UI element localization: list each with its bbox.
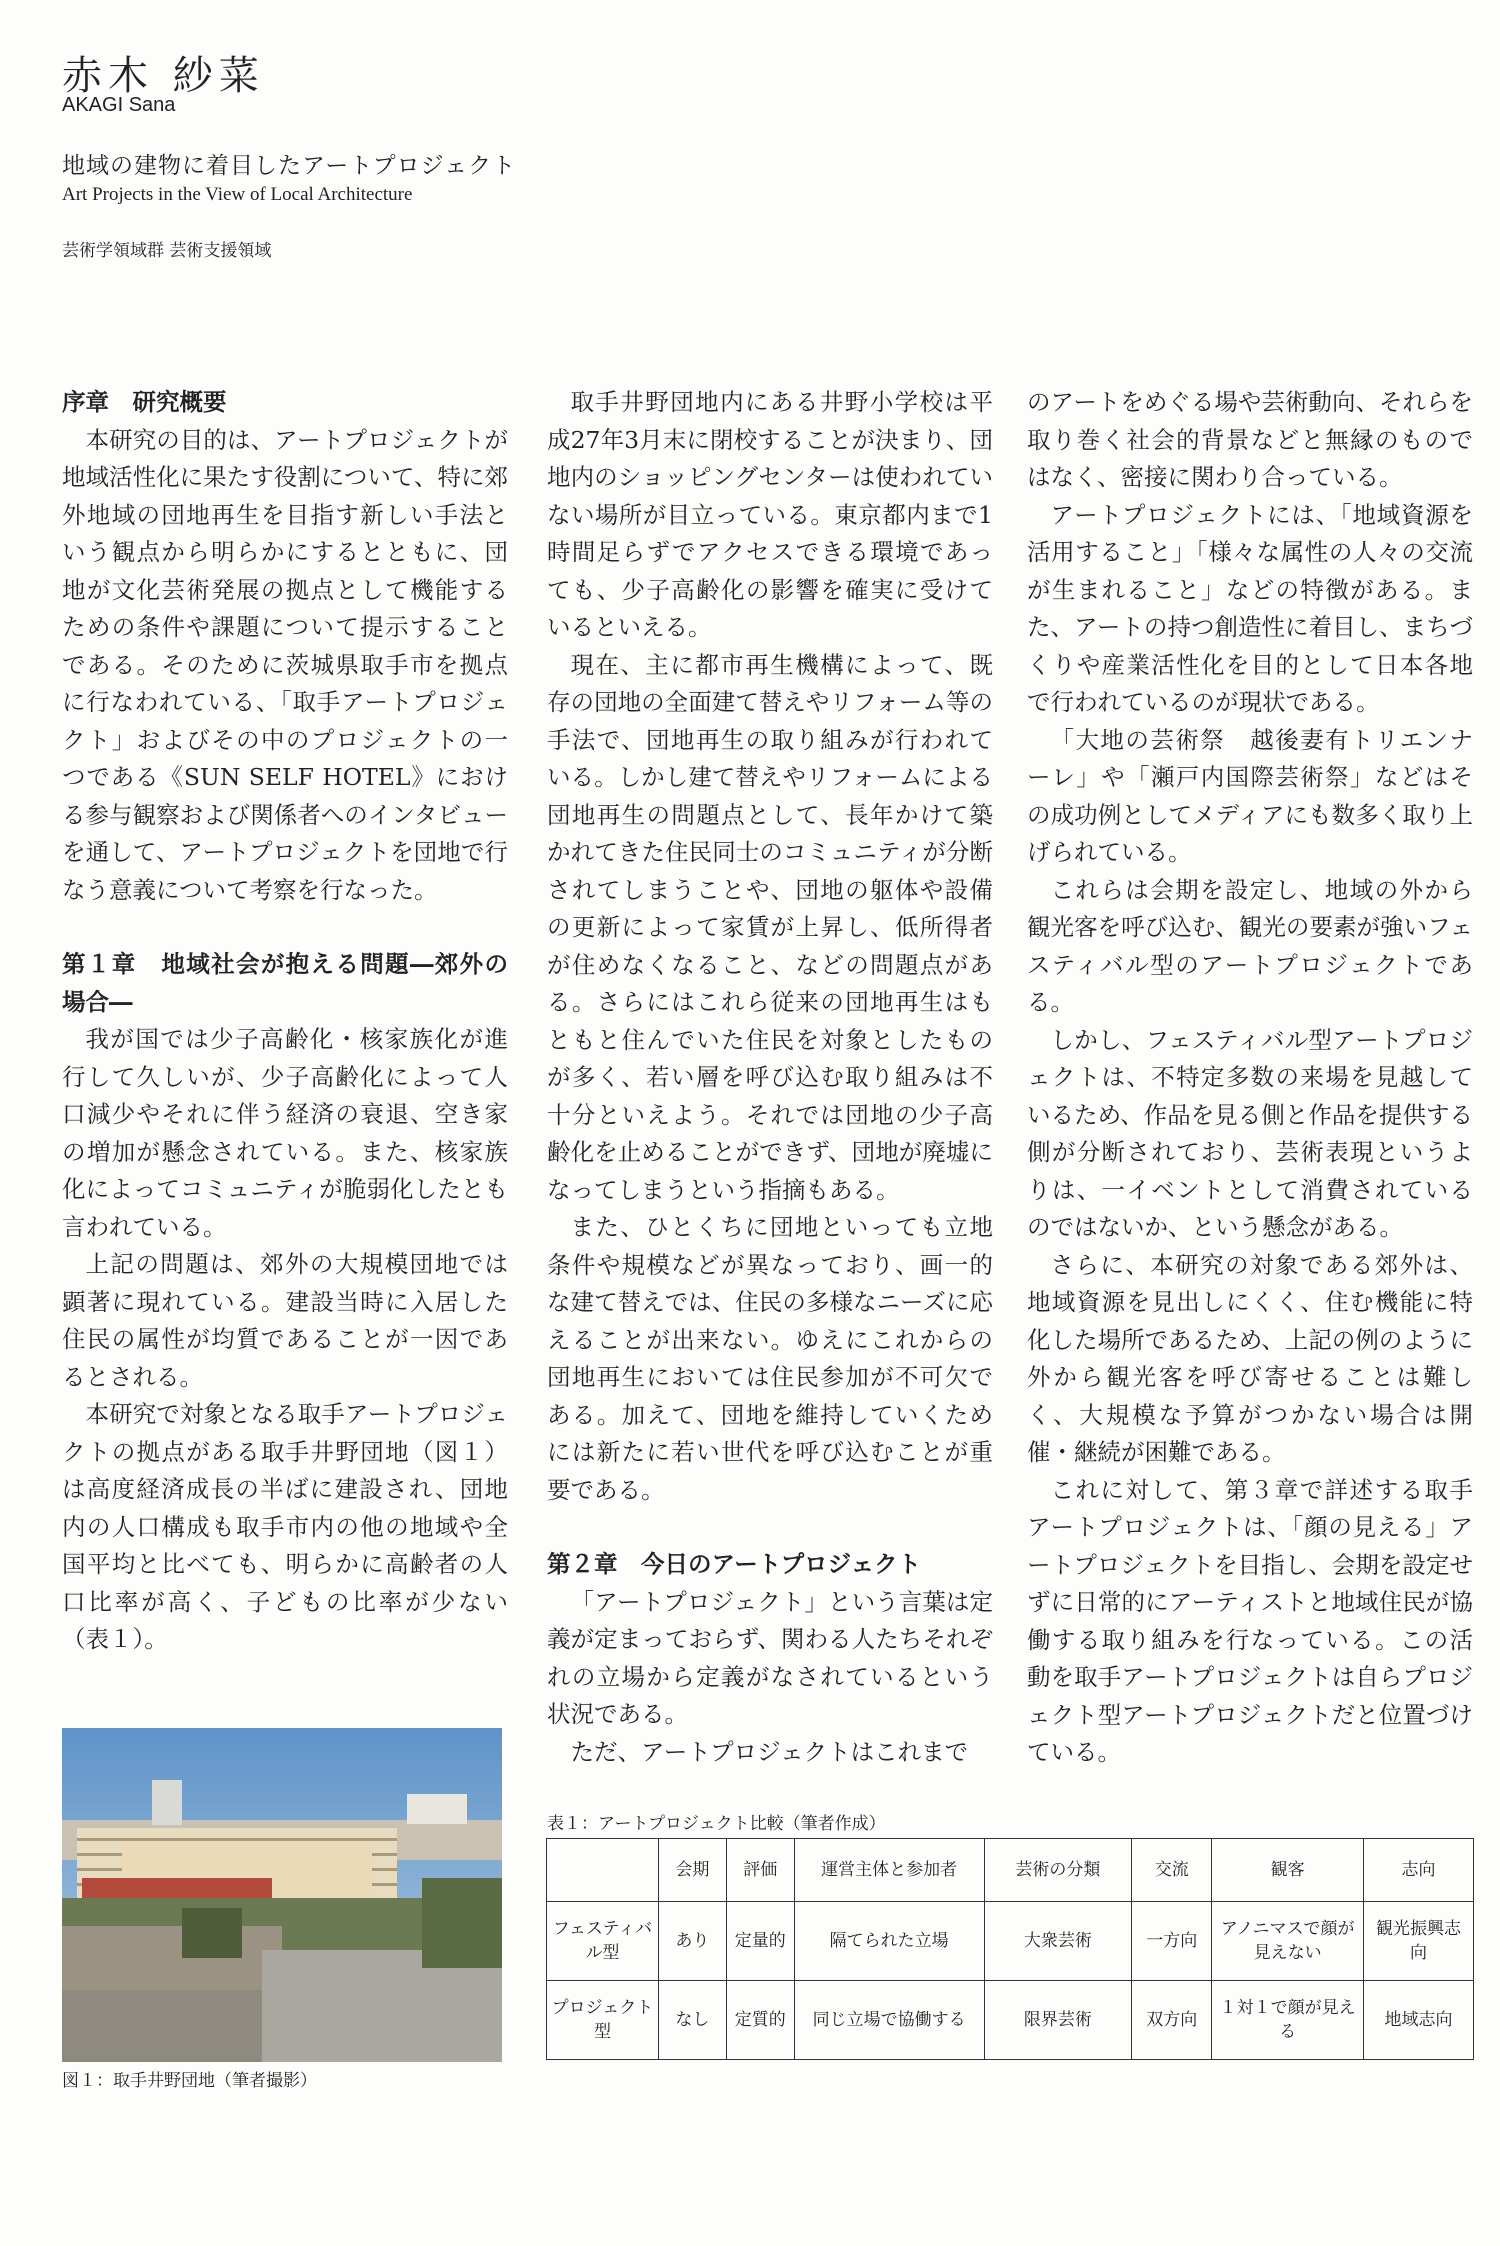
table-cell: 観光振興志向 (1364, 1902, 1474, 1981)
table-cell: 定量的 (726, 1902, 794, 1981)
text-column-2 (547, 384, 993, 1771)
comparison-table (546, 1838, 1474, 2060)
table-cell: なし (658, 1981, 726, 2060)
author-name-en: AKAGI Sana (62, 94, 176, 116)
paragraph: のアートをめぐる場や芸術動向、それらを取り巻く社会的背景などと無縁のものではなく、密接に関わり合っている。 (1027, 388, 1473, 491)
table-cell: 定質的 (726, 1981, 794, 2060)
table-header-cell: 交流 (1132, 1839, 1212, 1902)
text-column-1 (62, 384, 508, 1659)
table-cell: １対１で顔が見える (1212, 1981, 1364, 2060)
table-header-cell: 志向 (1364, 1839, 1474, 1902)
paragraph: 上記の問題は、郊外の大規模団地では顕著に現れている。建設当時に入居した住民の属性が均質であることが一因であるとされる。 (62, 1250, 508, 1391)
table-row (547, 1981, 1474, 2060)
paragraph: 本研究の目的は、アートプロジェクトが地域活性化に果たす役割について、特に郊外地域の団地再生を目指す新しい手法という観点から明らかにするとともに、団地が文化芸術発展の拠点として機能するための条件や課題について提示することである。そのために茨城県取手市を拠点に行なわれている、「取手アートプロジェクト」およびその中のプロジェクトの一つである《SUN SELF HOTEL》における参与観察および関係者へのインタビューを通して、アートプロジェクトを団地で行なう意義について考察を行なった。 (62, 425, 508, 904)
paragraph: また、ひとくちに団地といっても立地条件や規模などが異なっており、画一的な建て替えでは、住民の多様なニーズに応えることが出来ない。ゆえにこれからの団地再生においては住民参加が不可欠である。加えて、団地を維持していくためには新たに若い世代を呼び込むことが重要である。 (547, 1213, 993, 1504)
author-name-ja: 赤木 紗菜 (62, 53, 265, 99)
table-row (547, 1902, 1474, 1981)
table-header-cell: 芸術の分類 (984, 1839, 1132, 1902)
paper-title-en: Art Projects in the View of Local Architecture (62, 184, 413, 205)
table-cell: 隔てられた立場 (794, 1902, 984, 1981)
paragraph: これらは会期を設定し、地域の外から観光客を呼び込む、観光の要素が強いフェスティバル型のアートプロジェクトである。 (1027, 875, 1473, 1016)
paragraph: アートプロジェクトには、「地域資源を活用すること」「様々な属性の人々の交流が生まれること」などの特徴がある。また、アートの持つ創造性に着目し、まちづくりや産業活性化を目的として日本各地で行われているのが現状である。 (1027, 500, 1473, 716)
table-cell: 限界芸術 (984, 1981, 1132, 2060)
paragraph: 本研究で対象となる取手アートプロジェクトの拠点がある取手井野団地（図１）は高度経済成長の半ばに建設され、団地内の人口構成も取手市内の他の地域や全国平均と比べても、明らかに高齢者の人口比率が高く、子どもの比率が少ない（表１）。 (62, 1400, 508, 1653)
table-cell: フェスティバル型 (547, 1902, 659, 1981)
table-cell: アノニマスで顔が見えない (1212, 1902, 1364, 1981)
text-column-3 (1027, 384, 1473, 1772)
table-header-cell: 観客 (1212, 1839, 1364, 1902)
photo-illustration (62, 1728, 502, 2062)
section-heading: 第２章 今日のアートプロジェクト (547, 1550, 922, 1578)
paragraph: 「大地の芸術祭 越後妻有トリエンナーレ」や「瀬戸内国際芸術祭」などはその成功例としてメディアにも数多く取り上げられている。 (1027, 725, 1473, 866)
section-heading: 序章 研究概要 (62, 388, 227, 416)
table-cell: 地域志向 (1364, 1981, 1474, 2060)
table-header-cell: 会期 (658, 1839, 726, 1902)
housing-complex-photo (62, 1728, 502, 2062)
paragraph: 「アートプロジェクト」という言葉は定義が定まっておらず、関わる人たちそれぞれの立場から定義がなされているという状況である。 (547, 1587, 993, 1728)
paragraph: 取手井野団地内にある井野小学校は平成27年3月末に閉校することが決まり、団地内のショッピングセンターは使われていない場所が目立っている。東京都内まで1時間足らずでアクセスできる環境であっても、少子高齢化の影響を確実に受けているといえる。 (547, 388, 993, 641)
table-cell: プロジェクト型 (547, 1981, 659, 2060)
table-cell: 一方向 (1132, 1902, 1212, 1981)
table-cell: 同じ立場で協働する (794, 1981, 984, 2060)
table-cell: 双方向 (1132, 1981, 1212, 2060)
department: 芸術学領域群 芸術支援領域 (62, 241, 272, 261)
paragraph: 我が国では少子高齢化・核家族化が進行して久しいが、少子高齢化によって人口減少やそれに伴う経済の衰退、空き家の増加が懸念されている。また、核家族化によってコミュニティが脆弱化したとも言われている。 (62, 1025, 508, 1241)
paragraph: これに対して、第３章で詳述する取手アートプロジェクトは、「顔の見える」アートプロジェクトを目指し、会期を設定せずに日常的にアーティストと地域住民が協働する取り組みを行なっている。この活動を取手アートプロジェクトは自らプロジェクト型アートプロジェクトだと位置づけている。 (1027, 1475, 1473, 1766)
paragraph: しかし、フェスティバル型アートプロジェクトは、不特定多数の来場を見越しているため、作品を見る側と作品を提供する側が分断されており、芸術表現というよりは、一イベントとして消費されているのではないか、という懸念がある。 (1027, 1025, 1473, 1241)
table-header-cell (547, 1839, 659, 1902)
figure-caption: 図１：取手井野団地（筆者撮影） (62, 2071, 317, 2091)
paragraph: ただ、アートプロジェクトはこれまで (570, 1737, 969, 1766)
table-header-cell: 評価 (726, 1839, 794, 1902)
section-heading: 第１章 地域社会が抱える問題―郊外の場合― (62, 950, 508, 1016)
paper-title-ja: 地域の建物に着目したアートプロジェクト (62, 153, 517, 179)
table-cell: 大衆芸術 (984, 1902, 1132, 1981)
paragraph: さらに、本研究の対象である郊外は、地域資源を見出しにくく、住む機能に特化した場所であるため、上記の例のように外から観光客を呼び寄せることは難しく、大規模な予算がつかない場合は開催・継続が困難である。 (1027, 1250, 1473, 1466)
table-caption: 表１：アートプロジェクト比較（筆者作成） (547, 1814, 886, 1834)
paragraph: 現在、主に都市再生機構によって、既存の団地の全面建て替えやリフォーム等の手法で、団地再生の取り組みが行われている。しかし建て替えやリフォームによる団地再生の問題点として、長年かけて築かれてきた住民同士のコミュニティが分断されてしまうことや、団地の躯体や設備の更新によって家賃が上昇し、低所得者が住めなくなること、などの問題点がある。さらにはこれら従来の団地再生はもともと住んでいた住民を対象としたものが多く、若い層を呼び込む取り組みは不十分といえよう。それでは団地の少子高齢化を止めることができず、団地が廃墟になってしまうという指摘もある。 (547, 650, 993, 1204)
table-cell: あり (658, 1902, 726, 1981)
table-header-cell: 運営主体と参加者 (794, 1839, 984, 1902)
table-header-row (547, 1839, 1474, 1902)
